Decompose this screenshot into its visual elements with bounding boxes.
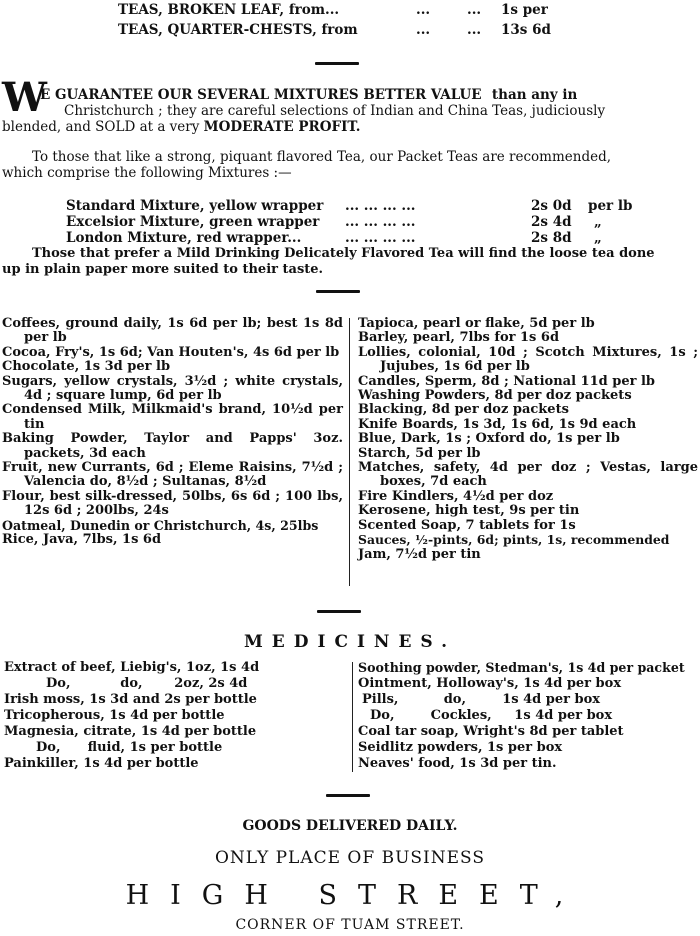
grocery-item: Coffees, ground daily, 1s 6d per lb; best 1s 8d per lb bbox=[2, 316, 343, 346]
tea-label: TEAS, QUARTER-CHESTS, from bbox=[118, 22, 358, 38]
tea-price: 13s 6d bbox=[501, 22, 551, 38]
medicine-item: Neaves' food, 1s 3d per tin. bbox=[358, 756, 557, 771]
leader-dots: ... ... ... ... bbox=[345, 230, 416, 246]
guarantee-line-1 bbox=[40, 88, 577, 103]
medicine-item: Soothing powder, Stedman's, 1s 4d per packet bbox=[358, 660, 685, 675]
grocery-item: Rice, Java, 7lbs, 1s 6d bbox=[2, 532, 162, 548]
drop-cap: W bbox=[2, 74, 47, 121]
grocery-item: Lollies, colonial, 10d ; Scotch Mixtures, 1s ; Jujubes, 1s 6d per lb bbox=[358, 344, 698, 375]
grocery-item: Flour, best silk-dressed, 50lbs, 6s 6d ; 100 lbs, 12s 6d ; 200lbs, 24s bbox=[2, 488, 343, 519]
leader-dots: ... bbox=[467, 2, 482, 18]
medicine-item: Painkiller, 1s 4d per bottle bbox=[4, 756, 199, 771]
grocery-item: Baking Powder, Taylor and Papps' 3oz. packets, 3d each bbox=[2, 431, 343, 461]
grocery-item: Kerosene, high test, 9s per tin bbox=[358, 503, 580, 519]
goods-delivered: GOODS DELIVERED DAILY. bbox=[242, 818, 458, 834]
section-divider bbox=[326, 794, 370, 797]
medicine-item: Ointment, Holloway's, 1s 4d per box bbox=[358, 676, 622, 691]
mixture-name: Excelsior Mixture, green wrapper bbox=[66, 214, 320, 230]
grocery-item: Scented Soap, 7 tablets for 1s bbox=[358, 517, 576, 533]
guarantee-line-3 bbox=[2, 120, 360, 135]
medicine-item: Do, fluid, 1s per bottle bbox=[36, 740, 223, 755]
medicine-item: Do, Cockles, 1s 4d per box bbox=[370, 708, 613, 723]
grocery-item: Oatmeal, Dunedin or Christchurch, 4s, 25lbs bbox=[2, 517, 319, 533]
grocery-item: Knife Boards, 1s 3d, 1s 6d, 1s 9d each bbox=[358, 416, 637, 432]
grocery-item: Sauces, ½-pints, 6d; pints, 1s, recommended bbox=[358, 532, 670, 548]
grocery-column-left bbox=[2, 317, 343, 548]
guarantee-line-2: Christchurch ; they are careful selections of Indian and China Teas, judiciously bbox=[64, 103, 606, 119]
moderate-profit: MODERATE PROFIT. bbox=[203, 119, 361, 135]
packet-line-1: To those that like a strong, piquant flavored Tea, our Packet Teas are recommended, bbox=[32, 149, 612, 165]
mixture-row-standard bbox=[0, 198, 700, 214]
mixture-unit: per lb bbox=[588, 198, 633, 214]
grocery-item: Blue, Dark, 1s ; Oxford do, 1s per lb bbox=[358, 431, 620, 447]
packet-line-2: which comprise the following Mixtures :— bbox=[2, 165, 292, 181]
mixture-price: 2s 8d bbox=[531, 230, 572, 246]
mixture-unit: „ bbox=[594, 214, 602, 230]
section-divider bbox=[316, 290, 360, 293]
grocery-item: Blacking, 8d per doz packets bbox=[358, 402, 569, 418]
mixture-price: 2s 4d bbox=[531, 214, 572, 230]
guarantee-line-3-start: blended, and SOLD at a very bbox=[2, 119, 200, 135]
grocery-item: Barley, pearl, 7lbs for 1s 6d bbox=[358, 330, 560, 346]
medicine-item: Pills, do, 1s 4d per box bbox=[362, 692, 600, 707]
leader-dots: ... bbox=[467, 22, 482, 38]
grocery-item: Washing Powders, 8d per doz packets bbox=[358, 388, 632, 404]
column-divider bbox=[349, 318, 350, 586]
grocery-item: Candles, Sperm, 8d ; National 11d per lb bbox=[358, 373, 656, 389]
grocery-item: Matches, safety, 4d per doz ; Vestas, large boxes, 7d each bbox=[358, 460, 698, 490]
grocery-item: Cocoa, Fry's, 1s 6d; Van Houten's, 4s 6d per lb bbox=[2, 344, 340, 360]
medicine-item: Irish moss, 1s 3d and 2s per bottle bbox=[4, 692, 257, 707]
mixture-row-excelsior bbox=[0, 214, 700, 230]
medicine-item: Coal tar soap, Wright's 8d per tablet bbox=[358, 724, 624, 739]
grocery-item: Jam, 7½d per tin bbox=[358, 546, 481, 562]
leader-dots: ... ... ... ... bbox=[345, 214, 416, 230]
grocery-item: Sugars, yellow crystals, 3½d ; white crystals, 4d ; square lump, 6d per lb bbox=[2, 373, 343, 404]
mixture-name: Standard Mixture, yellow wrapper bbox=[66, 198, 324, 214]
leader-dots: ... bbox=[416, 2, 431, 18]
medicine-item: Do, do, 2oz, 2s 4d bbox=[46, 676, 248, 691]
section-divider bbox=[317, 610, 361, 613]
leader-dots: ... bbox=[416, 22, 431, 38]
mixture-price: 2s 0d bbox=[531, 198, 572, 214]
medicines-heading: MEDICINES. bbox=[243, 632, 457, 652]
leader-dots: ... ... ... ... bbox=[345, 198, 416, 214]
mild-line-2: up in plain paper more suited to their taste. bbox=[2, 262, 324, 277]
high-street: HIGH STREET, bbox=[125, 880, 585, 911]
grocery-item: Condensed Milk, Milkmaid's brand, 10½d per tin bbox=[2, 402, 343, 432]
guarantee-headline-rest: than any in bbox=[491, 87, 578, 103]
corner-of-tuam-street: CORNER OF TUAM STREET. bbox=[235, 917, 465, 933]
tea-label: TEAS, BROKEN LEAF, from... bbox=[118, 2, 340, 18]
grocery-item: Fire Kindlers, 4½d per doz bbox=[358, 488, 554, 504]
mixture-unit: „ bbox=[594, 230, 602, 246]
mild-line-1: Those that prefer a Mild Drinking Delicately Flavored Tea will find the loose tea done bbox=[32, 246, 655, 261]
column-divider bbox=[352, 662, 353, 772]
mixture-row-london bbox=[0, 230, 700, 246]
medicine-item: Magnesia, citrate, 1s 4d per bottle bbox=[4, 724, 257, 739]
tea-price: 1s per bbox=[501, 2, 548, 18]
grocery-item: Starch, 5d per lb bbox=[358, 445, 481, 461]
guarantee-headline: E GUARANTEE OUR SEVERAL MIXTURES BETTER VALUE bbox=[40, 87, 482, 103]
grocery-item: Chocolate, 1s 3d per lb bbox=[2, 359, 171, 375]
grocery-column-right bbox=[358, 317, 698, 562]
grocery-item: Fruit, new Currants, 6d ; Eleme Raisins, 7½d ; Valencia do, 8½d ; Sultanas, 8½d bbox=[2, 460, 343, 490]
mixture-name: London Mixture, red wrapper... bbox=[66, 230, 302, 246]
grocery-item: Tapioca, pearl or flake, 5d per lb bbox=[358, 316, 595, 331]
medicine-item: Tricopherous, 1s 4d per bottle bbox=[4, 708, 225, 723]
medicine-item: Seidlitz powders, 1s per box bbox=[358, 740, 563, 755]
only-place-of-business: ONLY PLACE OF BUSINESS bbox=[214, 848, 486, 868]
medicine-item: Extract of beef, Liebig's, 1oz, 1s 4d bbox=[4, 660, 260, 675]
section-divider bbox=[315, 62, 359, 65]
